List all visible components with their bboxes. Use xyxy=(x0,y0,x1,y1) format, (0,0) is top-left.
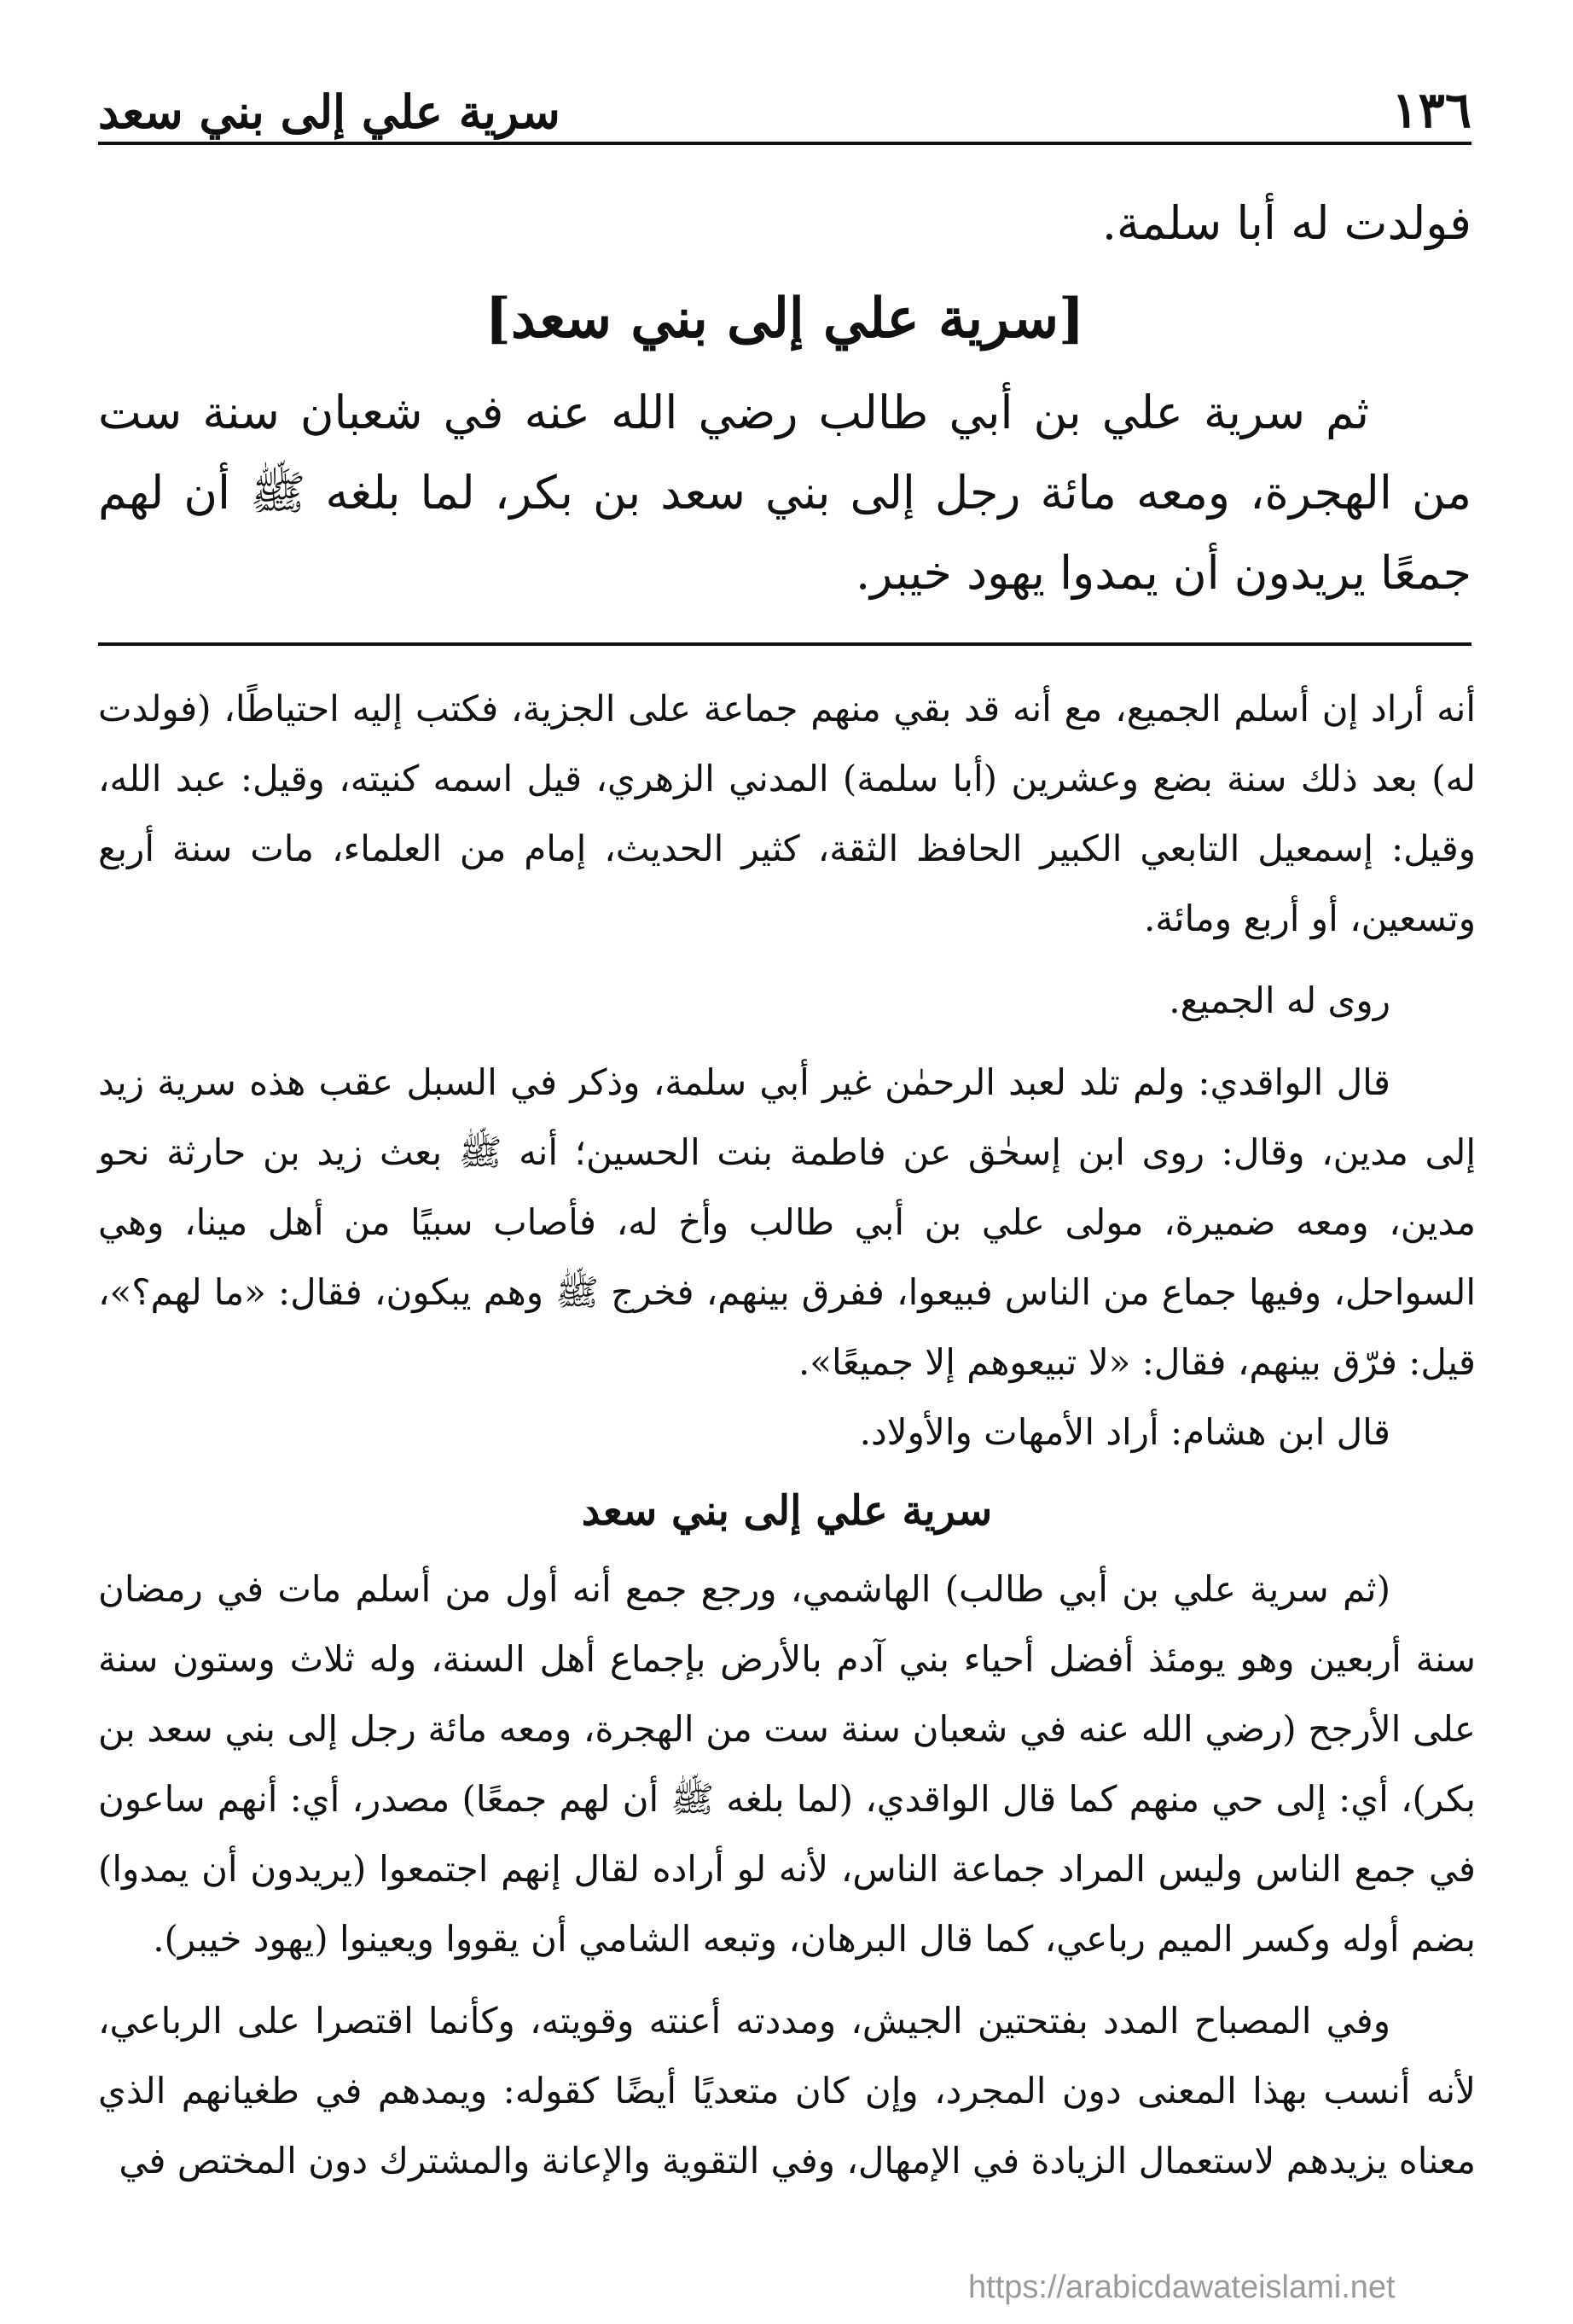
main-text xyxy=(98,183,1471,613)
commentary-paragraph-6: وفي المصباح المدد بفتحتين الجيش، ومددته أعنته وقويته، وكأنما اقتصرا على الرباعي، لأنه أنسب بهذا المعنى دون المجرد، وإن كان متعديًا أيضًا كقوله: ويمدهم في طغيانهم الذي معناه يزيدهم لاستعمال الزيادة في الإمهال، وفي التقوية والإعانة والمشترك دون المختص في xyxy=(98,2000,1476,2182)
commentary-paragraph-1: أنه أراد إن أسلم الجميع، مع أنه قد بقي منهم جماعة على الجزية، فكتب إليه احتياطًا، (فولدت له) بعد ذلك سنة بضع وعشرين (أبا سلمة) المدني الزهري، قيل اسمه كنيته، وقيل: عبد الله، وقيل: إسمعيل التابعي الكبير الحافظ الثقة، كثير الحديث، إمام من العلماء، مات سنة أربع وتسعين، أو أربع ومائة. xyxy=(98,688,1476,939)
commentary xyxy=(98,674,1476,2196)
lead-line: فولدت له أبا سلمة. xyxy=(1101,196,1471,250)
commentary-paragraph-3: قال الواقدي: ولم تلد لعبد الرحمٰن غير أبي سلمة، وذكر في السبل عقب هذه سرية زيد إلى مدين، وقال: روى ابن إسحٰق عن فاطمة بنت الحسين؛ أنه ﷺ بعث زيد بن حارثة نحو مدين، ومعه ضميرة، مولى علي بن أبي طالب وأخ له، فأصاب سبيًا من أهل مينا، وهي السواحل، وفيها جماع من الناس فبيعوا، ففرق بينهم، فخرج ﷺ وهم يبكون، فقال: «ما لهم؟»، قيل: فرّق بينهم، فقال: «لا تبيعوهم إلا جميعًا». xyxy=(98,1061,1476,1383)
commentary-paragraph-5: (ثم سرية علي بن أبي طالب) الهاشمي، ورجع جمع أنه أول من أسلم مات في رمضان سنة أربعين وهو يومئذ أفضل أحياء بني آدم بالأرض بإجماع أهل السنة، وله ثلاث وستون سنة على الأرجح (رضي الله عنه في شعبان سنة ست من الهجرة، ومعه مائة رجل إلى بني سعد بن بكر)، أي: إلى حي منهم كما قال الواقدي، (لما بلغه ﷺ أن لهم جمعًا) مصدر، أي: أنهم ساعون في جمع الناس وليس المراد جماعة الناس، لأنه لو أراده لقال إنهم اجتمعوا (يريدون أن يمدوا) بضم أوله وكسر الميم رباعي، كما قال البرهان، وتبعه الشامي أن يقووا ويعينوا (يهود خيبر). xyxy=(98,1568,1476,1960)
main-paragraph: ثم سرية علي بن أبي طالب رضي الله عنه في شعبان سنة ست من الهجرة، ومعه مائة رجل إلى بني سعد بن بكر، لما بلغه ﷺ أن لهم جمعًا يريدون أن يمدوا يهود خيبر. xyxy=(98,386,1471,600)
running-title: سرية علي إلى بني سعد xyxy=(98,84,560,139)
watermark-url: https://arabicdawateislami.net xyxy=(968,2269,1396,2305)
page-number: ١٣٦ xyxy=(1391,81,1471,139)
commentary-subheading: سرية علي إلى بني سعد xyxy=(581,1487,993,1535)
commentary-paragraph-4: قال ابن هشام: أراد الأمهات والأولاد. xyxy=(859,1411,1390,1453)
page-header xyxy=(98,77,1471,145)
footnote-divider xyxy=(98,642,1471,646)
commentary-paragraph-2: روى له الجميع. xyxy=(1169,979,1390,1021)
section-title: [سرية علي إلى بني سعد] xyxy=(485,287,1085,351)
